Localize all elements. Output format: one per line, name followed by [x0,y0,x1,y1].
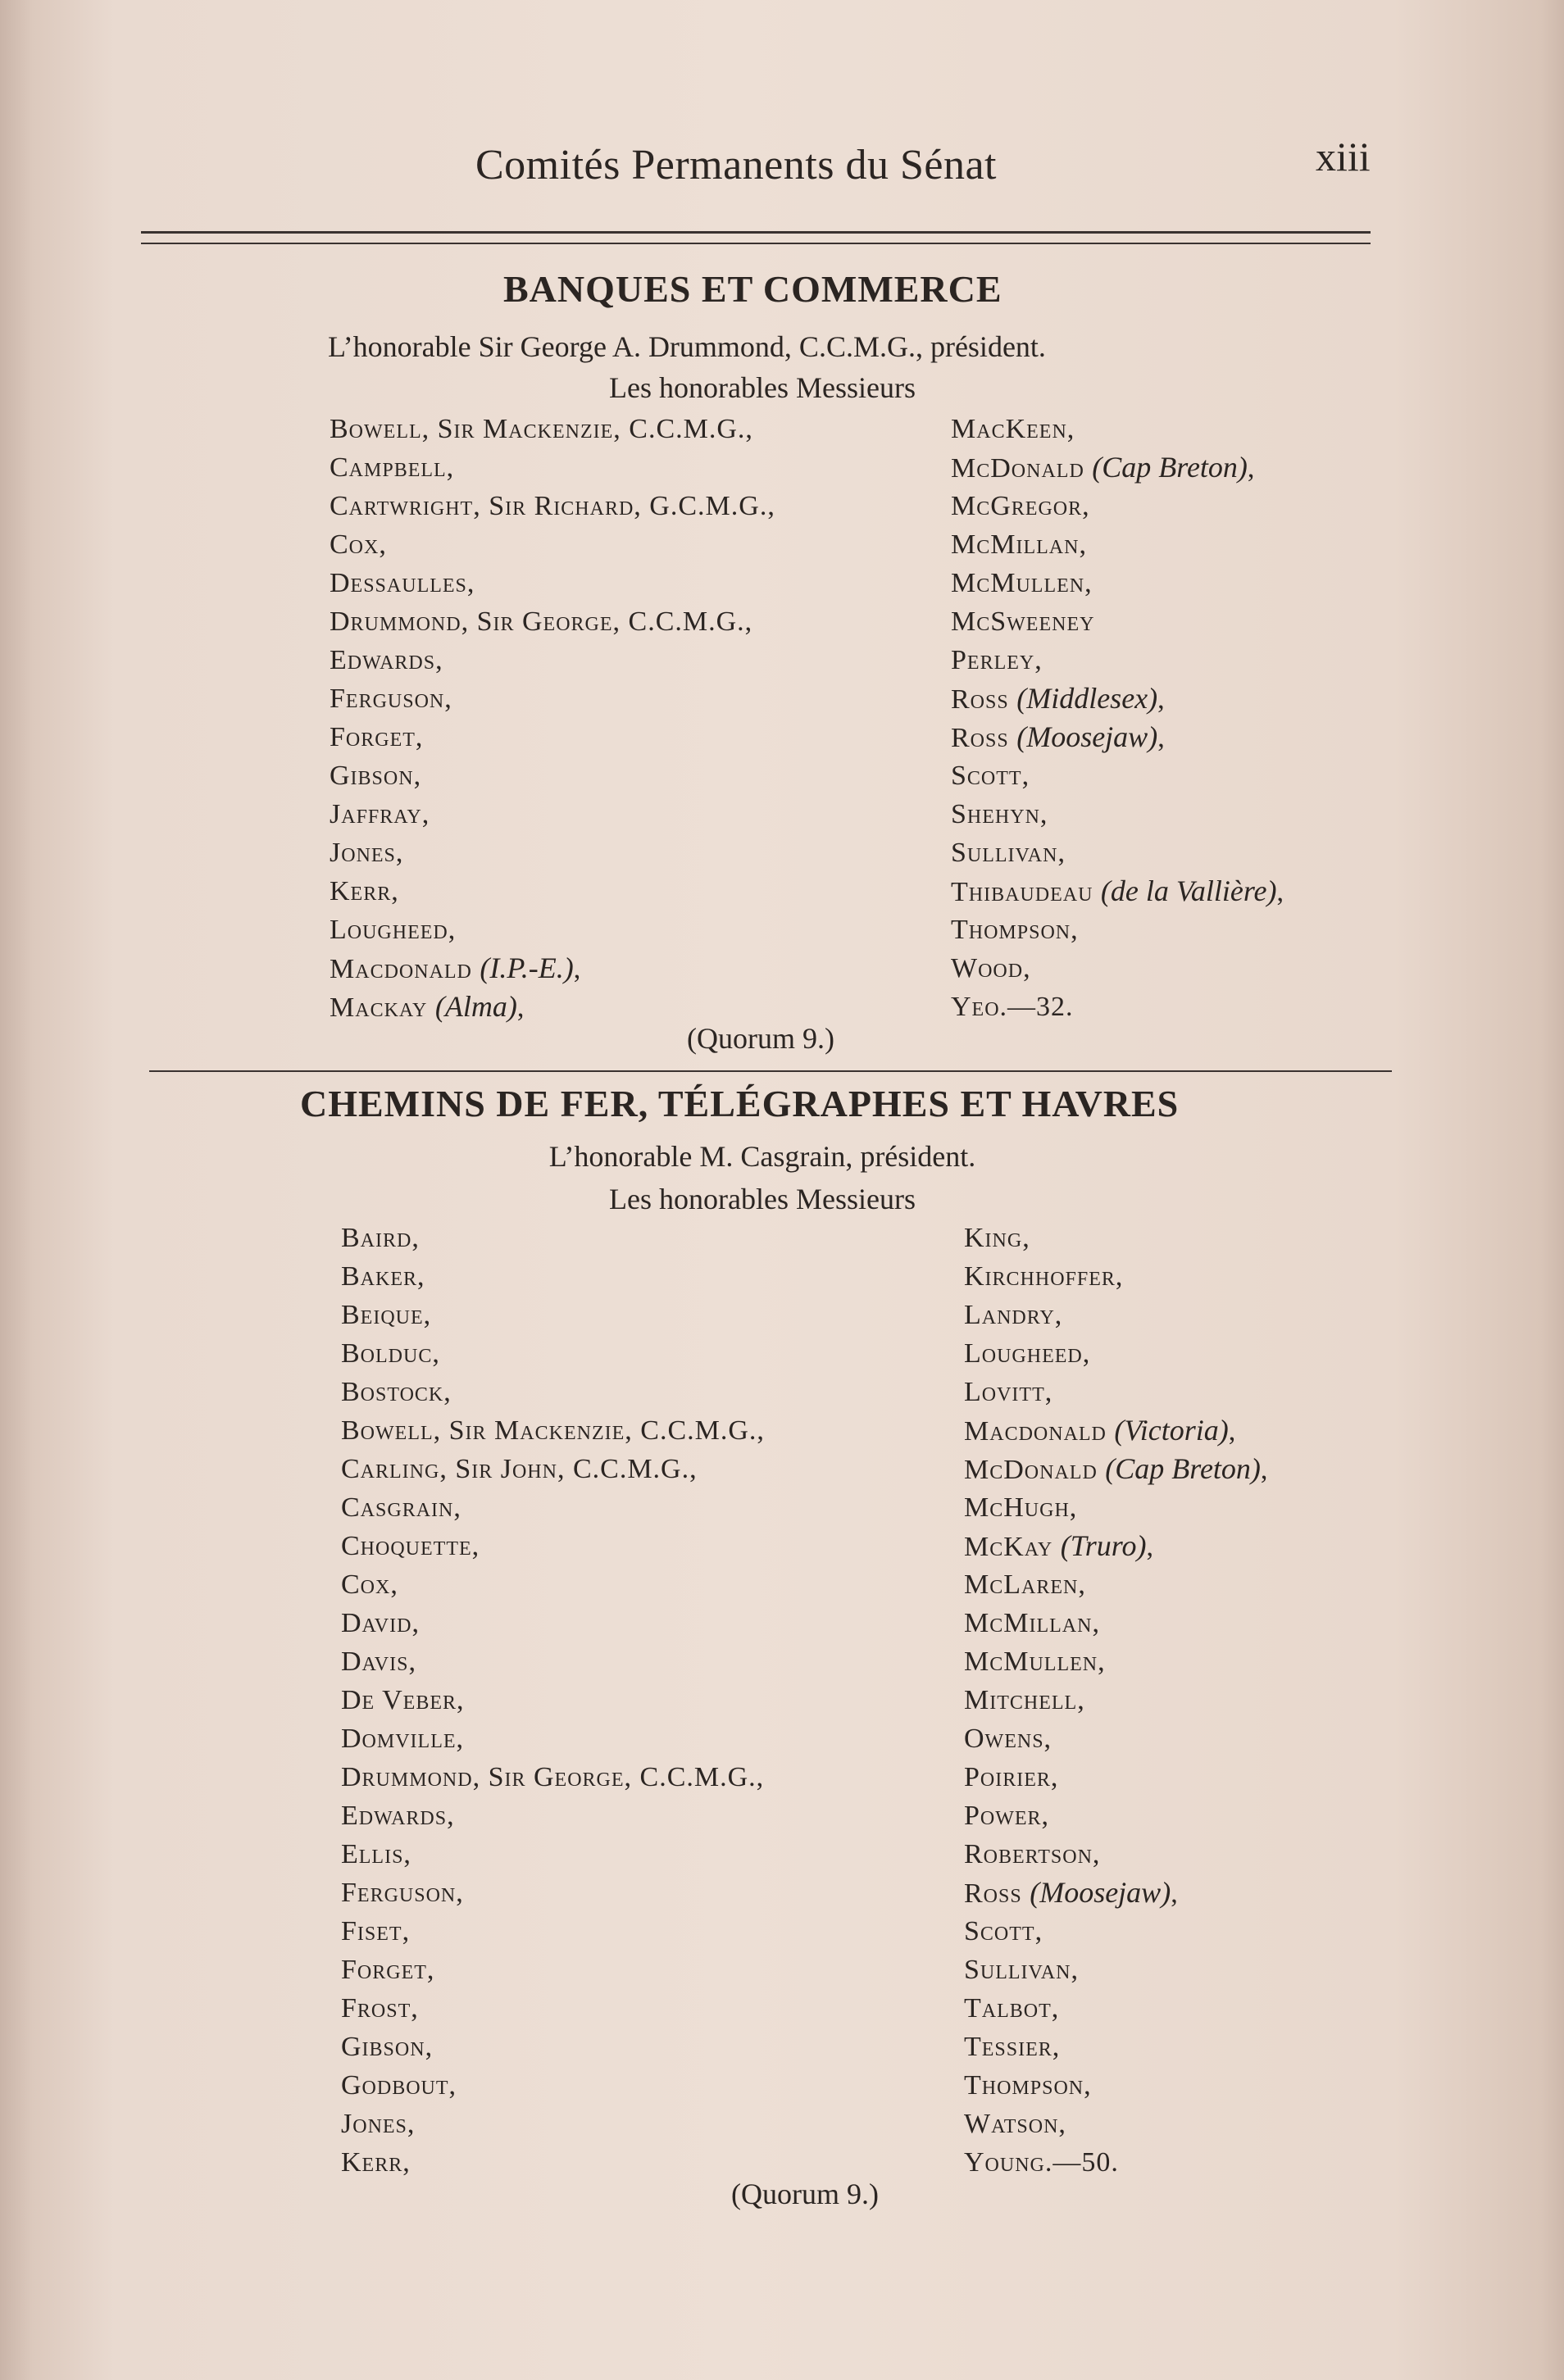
member-name: Bowell, Sir Mackenzie, C.C.M.G., [341,1415,765,1446]
member-name: Campbell, [330,452,455,483]
member-entry [964,2105,1268,2143]
member-entry [341,2028,765,2066]
member-name: Fiset, [341,1916,411,1946]
member-entry [341,1874,765,1912]
quorum-note: (Quorum 9.) [687,1022,834,1055]
president-line: L’honorable M. Casgrain, président. [548,1140,976,1173]
member-entry [951,487,1284,525]
member-entry [341,1642,765,1681]
member-entry [341,1219,765,1257]
member-entry [964,1874,1268,1912]
member-name: King, [964,1223,1030,1253]
member-name: McMullen, [951,568,1093,598]
member-name: Ross [964,1878,1022,1909]
members-heading: Les honorables Messieurs [609,1183,916,1215]
member-entry [341,1257,765,1296]
member-entry [330,949,775,988]
section-divider [149,1070,1392,1072]
member-entry [951,718,1284,756]
member-name: Thompson, [951,915,1079,945]
member-riding: (Moosejaw) [1016,720,1158,753]
member-name: Kirchhoffer, [964,1261,1124,1292]
member-entry [330,756,775,795]
member-name: Jones, [341,2109,416,2139]
member-entry [330,718,775,756]
member-name: Macdonald [964,1416,1107,1447]
member-name: MacKeen, [951,414,1075,444]
member-list-right [964,1219,1268,2182]
member-entry [964,1758,1268,1796]
member-entry [341,1604,765,1642]
member-entry [964,1257,1268,1296]
member-name: McMullen, [964,1646,1106,1677]
member-entry [330,410,775,448]
member-riding: (I.P.-E.) [480,952,574,984]
member-name: Kerr, [330,876,399,906]
member-name: Forget, [341,1955,435,1985]
member-name: McHugh, [964,1492,1078,1523]
member-punctuation: , [1247,453,1256,484]
header-rule-bottom [141,243,1371,244]
member-punctuation: , [1228,1416,1237,1447]
member-entry [951,795,1284,833]
member-punctuation: , [1171,1878,1179,1909]
section-title-chemins: CHEMINS DE FER, TÉLÉGRAPHES ET HAVRES [300,1083,1180,1124]
member-entry [341,2066,765,2105]
member-entry [330,988,775,1026]
member-entry [951,833,1284,872]
member-entry [330,602,775,641]
member-entry [330,911,775,949]
page-number: xiii [1316,134,1371,179]
member-list-left [330,410,775,1026]
member-riding: (Middlesex) [1016,682,1158,715]
member-name: Scott, [951,761,1030,791]
member-entry [341,1758,765,1796]
member-name: Forget, [330,722,424,752]
member-name: Ferguson, [330,684,452,714]
member-entry [341,1835,765,1874]
member-name: Owens, [964,1724,1053,1754]
member-entry [964,2028,1268,2066]
member-name: Godbout, [341,2070,457,2101]
member-entry [951,641,1284,679]
member-entry [951,679,1284,718]
member-entry [951,949,1284,988]
member-entry [330,448,775,487]
member-name: Perley, [951,645,1043,675]
member-name: Cartwright, Sir Richard, G.C.M.G., [330,491,775,521]
member-name: Gibson, [330,761,422,791]
member-entry [341,1296,765,1334]
member-name: Young.—50. [964,2147,1119,2178]
member-entry [964,1450,1268,1488]
member-entry [964,1681,1268,1719]
members-heading: Les honorables Messieurs [609,371,916,404]
member-name: Wood, [951,953,1031,983]
member-punctuation: , [1276,877,1285,907]
member-entry [341,2143,765,2182]
member-entry [951,988,1284,1026]
member-name: Thompson, [964,2070,1092,2101]
member-entry [964,2066,1268,2105]
member-entry [964,1835,1268,1874]
member-entry [964,1565,1268,1604]
member-name: Watson, [964,2109,1066,2139]
member-name: Ross [951,723,1009,753]
member-punctuation: , [1146,1532,1154,1562]
quorum-note: (Quorum 9.) [731,2178,879,2210]
member-name: Macdonald [330,954,472,984]
member-name: David, [341,1608,420,1638]
member-name: Dessaulles, [330,568,475,598]
section-title-banques: BANQUES ET COMMERCE [503,268,1003,310]
member-name: Ellis, [341,1839,411,1869]
member-entry [964,1373,1268,1411]
member-name: Shehyn, [951,799,1048,829]
member-name: Bolduc, [341,1338,440,1369]
member-name: Edwards, [330,645,443,675]
member-name: Talbot, [964,1993,1060,2023]
member-name: Cox, [330,529,387,560]
member-entry [330,564,775,602]
member-entry [330,641,775,679]
member-entry [341,1796,765,1835]
member-name: Lougheed, [330,915,457,945]
member-entry [341,2105,765,2143]
member-name: McLaren, [964,1569,1086,1600]
member-entry [330,833,775,872]
member-name: Landry, [964,1300,1063,1330]
member-name: Kerr, [341,2147,411,2178]
member-riding: (Victoria) [1114,1414,1229,1447]
member-riding: (Cap Breton) [1092,451,1248,484]
member-name: Gibson, [341,2032,434,2062]
member-entry [964,1912,1268,1951]
member-entry [964,1951,1268,1989]
member-entry [964,1219,1268,1257]
member-entry [341,1411,765,1450]
member-name: De Veber, [341,1685,465,1715]
member-riding: (Moosejaw) [1030,1876,1171,1909]
member-name: Jaffray, [330,799,430,829]
member-entry [964,2143,1268,2182]
member-entry [951,872,1284,911]
member-name: Drummond, Sir George, C.C.M.G., [330,606,753,637]
member-entry [341,1334,765,1373]
member-name: McDonald [951,453,1084,484]
page-header-title: Comités Permanents du Sénat [475,142,997,188]
member-name: Thibaudeau [951,877,1093,907]
member-name: Yeo.—32. [951,992,1074,1022]
member-name: Robertson, [964,1839,1101,1869]
member-name: Lougheed, [964,1338,1091,1369]
member-entry [341,1912,765,1951]
member-entry [341,1450,765,1488]
member-entry [330,487,775,525]
member-entry [951,756,1284,795]
member-entry [964,1796,1268,1835]
member-entry [951,911,1284,949]
member-name: McSweeney [951,606,1095,637]
member-name: Poirier, [964,1762,1059,1792]
member-name: Tessier, [964,2032,1061,2062]
member-punctuation: , [1157,684,1166,715]
member-entry [951,525,1284,564]
member-entry [964,1334,1268,1373]
header-rule-top [141,231,1371,234]
member-name: Choquette, [341,1531,480,1561]
member-entry [964,1527,1268,1565]
member-entry [330,795,775,833]
member-name: Lovitt, [964,1377,1053,1407]
member-riding: (Alma) [434,990,517,1023]
member-entry [341,1373,765,1411]
member-entry [341,1565,765,1604]
member-entry [330,872,775,911]
member-name: Ross [951,684,1009,715]
member-name: Domville, [341,1724,465,1754]
member-name: Mitchell, [964,1685,1085,1715]
member-punctuation: , [573,954,582,984]
member-entry [330,525,775,564]
member-punctuation: , [1157,723,1166,753]
member-name: Bowell, Sir Mackenzie, C.C.M.G., [330,414,753,444]
member-name: Drummond, Sir George, C.C.M.G., [341,1762,765,1792]
member-name: Beique, [341,1300,432,1330]
member-name: Bostock, [341,1377,452,1407]
member-list-right [951,410,1284,1026]
member-name: Davis, [341,1646,416,1677]
member-entry [964,1488,1268,1527]
member-entry [964,1296,1268,1334]
member-name: Scott, [964,1916,1043,1946]
member-entry [341,1989,765,2028]
member-riding: (de la Vallière) [1100,874,1277,907]
member-name: Casgrain, [341,1492,461,1523]
member-name: McMillan, [964,1608,1100,1638]
member-entry [341,1527,765,1565]
member-riding: (Truro) [1060,1529,1147,1562]
member-entry [964,1642,1268,1681]
member-entry [964,1719,1268,1758]
member-entry [951,564,1284,602]
member-list-left [341,1219,765,2182]
member-name: Power, [964,1801,1050,1831]
member-punctuation: , [1260,1455,1269,1485]
member-entry [341,1719,765,1758]
member-name: McMillan, [951,529,1087,560]
member-entry [964,1411,1268,1450]
member-riding: (Cap Breton) [1105,1452,1261,1485]
member-name: Mackay [330,992,428,1023]
member-entry [951,448,1284,487]
member-punctuation: , [516,992,525,1023]
member-entry [964,1604,1268,1642]
member-entry [341,1488,765,1527]
member-name: Cox, [341,1569,398,1600]
member-name: Baker, [341,1261,425,1292]
president-line: L’honorable Sir George A. Drummond, C.C.M.G., président. [328,330,1046,363]
member-name: McKay [964,1532,1053,1562]
member-entry [951,602,1284,641]
member-name: McGregor, [951,491,1090,521]
member-entry [341,1681,765,1719]
member-name: Carling, Sir John, C.C.M.G., [341,1454,698,1484]
member-name: Baird, [341,1223,420,1253]
member-name: Jones, [330,838,404,868]
member-entry [951,410,1284,448]
member-name: Ferguson, [341,1878,464,1908]
member-name: Edwards, [341,1801,455,1831]
member-name: Sullivan, [951,838,1066,868]
member-entry [964,1989,1268,2028]
member-entry [341,1951,765,1989]
member-name: McDonald [964,1455,1098,1485]
member-name: Frost, [341,1993,419,2023]
member-entry [330,679,775,718]
member-name: Sullivan, [964,1955,1079,1985]
